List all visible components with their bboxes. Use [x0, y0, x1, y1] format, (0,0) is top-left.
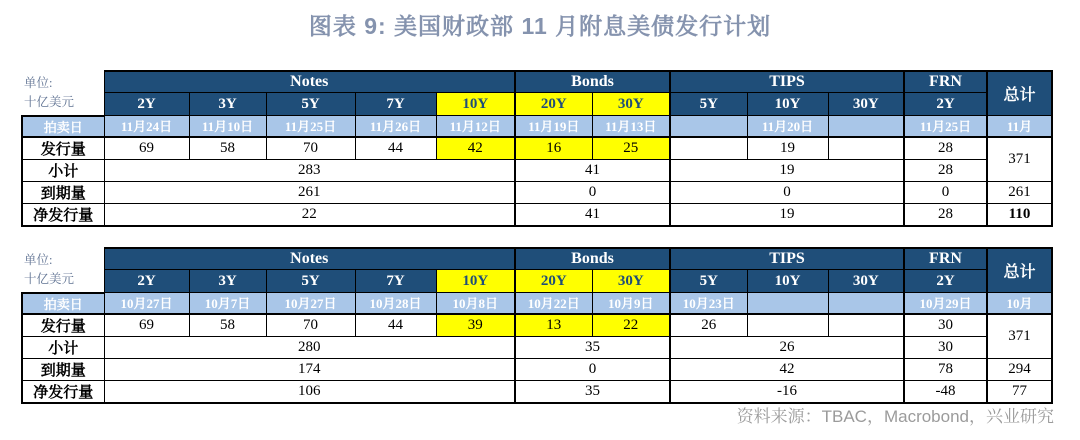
auction-date-cell: 10月27日 — [104, 293, 189, 314]
issuance-cell-highlighted: 42 — [436, 137, 515, 160]
subtotal-row-label: 小计 — [22, 336, 104, 358]
auction-date-cell: 10月22日 — [515, 293, 592, 314]
tenor-notes-5y: 5Y — [266, 93, 355, 116]
unit-line1: 单位: — [24, 252, 53, 267]
net-bonds: 41 — [515, 203, 670, 226]
group-header-frn: FRN — [904, 71, 987, 93]
group-header-frn: FRN — [904, 248, 987, 270]
maturity-row — [22, 181, 1052, 203]
issuance-subtotal-total: 371 — [987, 314, 1052, 359]
issuance-cell-highlighted: 25 — [592, 137, 670, 160]
issuance-cell — [828, 137, 904, 160]
issuance-row-label: 发行量 — [22, 314, 104, 337]
unit-label — [22, 71, 104, 116]
tenor-bonds-30y-highlighted: 30Y — [592, 93, 670, 116]
subtotal-row — [22, 159, 1052, 181]
maturity-row — [22, 358, 1052, 380]
unit-line2: 十亿美元 — [24, 271, 75, 286]
subtotal-notes: 283 — [104, 159, 515, 181]
maturity-tips: 42 — [670, 358, 904, 380]
maturity-bonds: 0 — [515, 358, 670, 380]
group-header-row — [22, 71, 1052, 93]
tenor-notes-7y: 7Y — [355, 93, 436, 116]
tenor-bonds-20y-highlighted: 20Y — [515, 93, 592, 116]
maturity-total: 261 — [987, 181, 1052, 203]
issuance-cell: 70 — [266, 137, 355, 160]
net-notes: 106 — [104, 380, 515, 403]
net-tips: 19 — [670, 203, 904, 226]
net-bonds: 35 — [515, 380, 670, 403]
net-frn: 28 — [904, 203, 987, 226]
tenor-tips-10y: 10Y — [747, 270, 828, 293]
issuance-subtotal-total: 371 — [987, 137, 1052, 182]
issuance-cell: 69 — [104, 137, 189, 160]
issuance-cell: 70 — [266, 314, 355, 337]
auction-date-row — [22, 293, 1052, 314]
tenor-notes-10y-highlighted: 10Y — [436, 93, 515, 116]
net-issuance-row — [22, 380, 1052, 403]
auction-date-cell: 10月8日 — [436, 293, 515, 314]
group-header-row — [22, 248, 1052, 270]
auction-date-cell: 10月29日 — [904, 293, 987, 314]
group-header-notes: Notes — [104, 71, 515, 93]
maturity-tips: 0 — [670, 181, 904, 203]
total-column-header: 总计 — [987, 71, 1052, 116]
maturity-row-label: 到期量 — [22, 358, 104, 380]
auction-row-label: 拍卖日 — [22, 116, 104, 137]
issuance-cell: 69 — [104, 314, 189, 337]
issuance-cell-highlighted: 22 — [592, 314, 670, 337]
tenor-notes-2y: 2Y — [104, 270, 189, 293]
net-row-label: 净发行量 — [22, 380, 104, 403]
auction-month-cell: 10月 — [987, 293, 1052, 314]
maturity-total: 294 — [987, 358, 1052, 380]
auction-date-cell: 10月9日 — [592, 293, 670, 314]
november-issuance-table — [21, 70, 1053, 227]
tenor-notes-2y: 2Y — [104, 93, 189, 116]
issuance-row-label: 发行量 — [22, 137, 104, 160]
net-total: 77 — [987, 380, 1052, 403]
figure-title: 图表 9: 美国财政部 11 月附息美债发行计划 — [308, 13, 772, 39]
issuance-cell: 58 — [189, 314, 266, 337]
tenor-notes-10y-highlighted: 10Y — [436, 270, 515, 293]
auction-date-cell: 10月27日 — [266, 293, 355, 314]
tenor-frn-2y: 2Y — [904, 270, 987, 293]
issuance-cell-highlighted: 39 — [436, 314, 515, 337]
subtotal-bonds: 35 — [515, 336, 670, 358]
issuance-row — [22, 314, 1052, 337]
auction-date-cell: 10月23日 — [670, 293, 747, 314]
issuance-cell: 19 — [747, 137, 828, 160]
subtotal-frn: 28 — [904, 159, 987, 181]
auction-date-cell: 11月19日 — [515, 116, 592, 137]
unit-line2: 十亿美元 — [24, 94, 75, 109]
tenor-tips-30y: 30Y — [828, 270, 904, 293]
tenor-tips-30y: 30Y — [828, 93, 904, 116]
auction-row-label: 拍卖日 — [22, 293, 104, 314]
issuance-cell: 44 — [355, 137, 436, 160]
tenor-tips-5y: 5Y — [670, 270, 747, 293]
data-source-note: 资料来源：TBAC，Macrobond，兴业研究 — [736, 407, 1054, 426]
auction-date-cell — [828, 116, 904, 137]
subtotal-tips: 26 — [670, 336, 904, 358]
issuance-cell — [670, 137, 747, 160]
auction-date-cell: 11月25日 — [266, 116, 355, 137]
maturity-row-label: 到期量 — [22, 181, 104, 203]
tenor-bonds-30y-highlighted: 30Y — [592, 270, 670, 293]
subtotal-notes: 280 — [104, 336, 515, 358]
subtotal-bonds: 41 — [515, 159, 670, 181]
auction-date-cell: 11月20日 — [747, 116, 828, 137]
tenor-header-row — [22, 270, 1052, 293]
issuance-cell — [828, 314, 904, 337]
maturity-frn: 78 — [904, 358, 987, 380]
tenor-header-row — [22, 93, 1052, 116]
tenor-notes-3y: 3Y — [189, 93, 266, 116]
issuance-cell: 44 — [355, 314, 436, 337]
issuance-cell — [747, 314, 828, 337]
unit-line1: 单位: — [24, 75, 53, 90]
auction-date-cell: 11月25日 — [904, 116, 987, 137]
tenor-notes-3y: 3Y — [189, 270, 266, 293]
net-frn: -48 — [904, 380, 987, 403]
tenor-notes-7y: 7Y — [355, 270, 436, 293]
tenor-tips-5y: 5Y — [670, 93, 747, 116]
auction-date-cell — [747, 293, 828, 314]
auction-date-cell: 10月28日 — [355, 293, 436, 314]
auction-date-cell: 11月24日 — [104, 116, 189, 137]
group-header-notes: Notes — [104, 248, 515, 270]
issuance-cell: 30 — [904, 314, 987, 337]
issuance-cell-highlighted: 16 — [515, 137, 592, 160]
auction-month-cell: 11月 — [987, 116, 1052, 137]
issuance-cell: 58 — [189, 137, 266, 160]
group-header-bonds: Bonds — [515, 71, 670, 93]
subtotal-row-label: 小计 — [22, 159, 104, 181]
auction-date-cell: 11月10日 — [189, 116, 266, 137]
net-row-label: 净发行量 — [22, 203, 104, 226]
october-issuance-table — [21, 247, 1053, 404]
auction-date-cell — [828, 293, 904, 314]
auction-date-cell: 11月12日 — [436, 116, 515, 137]
maturity-frn: 0 — [904, 181, 987, 203]
tenor-tips-10y: 10Y — [747, 93, 828, 116]
auction-date-cell: 11月13日 — [592, 116, 670, 137]
maturity-notes: 261 — [104, 181, 515, 203]
tenor-frn-2y: 2Y — [904, 93, 987, 116]
total-column-header: 总计 — [987, 248, 1052, 293]
issuance-cell-highlighted: 13 — [515, 314, 592, 337]
subtotal-tips: 19 — [670, 159, 904, 181]
auction-date-cell: 11月26日 — [355, 116, 436, 137]
subtotal-frn: 30 — [904, 336, 987, 358]
group-header-bonds: Bonds — [515, 248, 670, 270]
net-tips: -16 — [670, 380, 904, 403]
issuance-cell: 28 — [904, 137, 987, 160]
tenor-bonds-20y-highlighted: 20Y — [515, 270, 592, 293]
issuance-row — [22, 137, 1052, 160]
maturity-bonds: 0 — [515, 181, 670, 203]
net-notes: 22 — [104, 203, 515, 226]
auction-date-cell — [670, 116, 747, 137]
auction-date-row — [22, 116, 1052, 137]
group-header-tips: TIPS — [670, 248, 904, 270]
issuance-cell: 26 — [670, 314, 747, 337]
subtotal-row — [22, 336, 1052, 358]
unit-label — [22, 248, 104, 293]
auction-date-cell: 10月7日 — [189, 293, 266, 314]
net-total: 110 — [987, 203, 1052, 226]
group-header-tips: TIPS — [670, 71, 904, 93]
maturity-notes: 174 — [104, 358, 515, 380]
net-issuance-row — [22, 203, 1052, 226]
tenor-notes-5y: 5Y — [266, 270, 355, 293]
